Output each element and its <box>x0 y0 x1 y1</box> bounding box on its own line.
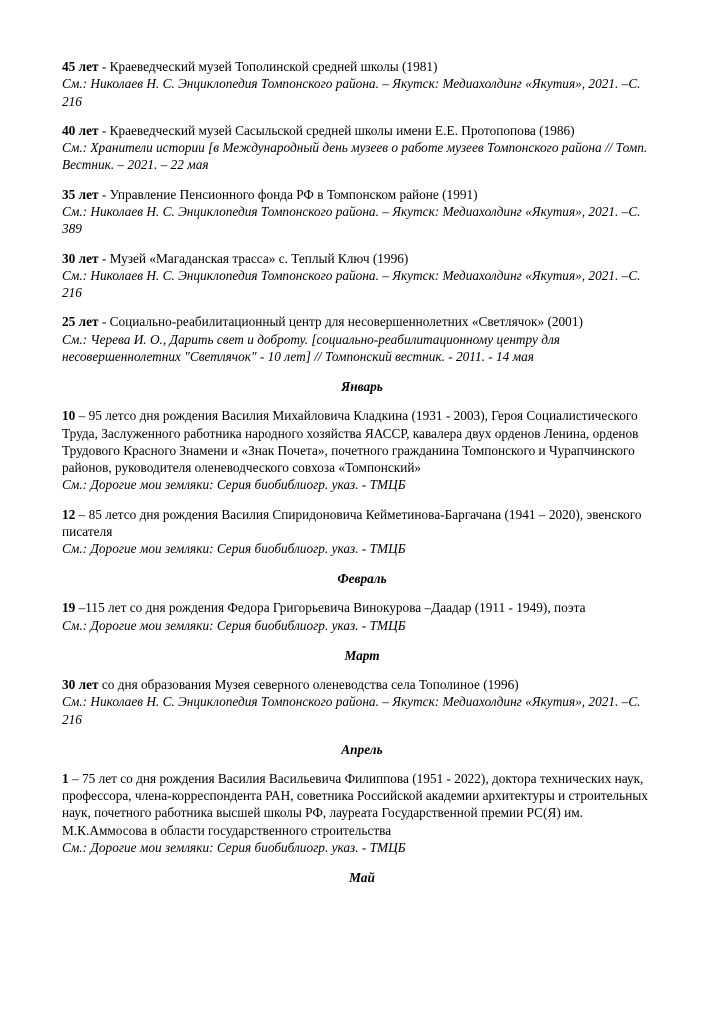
entry-heading-text: - Краеведческий музей Тополинской средней школы (1981) <box>98 59 438 74</box>
entry-heading-text: со дня образования Музея северного оленеводства села Тополиное (1996) <box>98 677 519 693</box>
entry-anniversary-label: 19 <box>62 600 76 616</box>
anniversary-entry <box>62 58 662 110</box>
anniversary-entry <box>62 407 662 493</box>
entry-heading-text: - Социально-реабилитационный центр для несовершеннолетних «Светлячок» (2001) <box>98 314 583 330</box>
entry-anniversary-label: 30 лет <box>62 250 99 266</box>
entry-source: См.: Николаев Н. С. Энциклопедия Томпонского района. – Якутск: Медиахолдинг «Якутия», 2021. –С. 216 <box>62 694 641 727</box>
entry-heading <box>62 313 662 330</box>
entry-heading <box>62 770 662 839</box>
entry-anniversary-label: 10 <box>62 408 76 424</box>
anniversary-entry <box>62 186 662 238</box>
entry-anniversary-label: 25 лет <box>62 314 99 330</box>
entry-heading <box>62 250 662 267</box>
anniversary-entry <box>62 506 662 558</box>
anniversary-entry <box>62 770 662 856</box>
entry-heading-text: - Музей «Магаданская трасса» с. Теплый Ключ (1996) <box>98 250 409 266</box>
entry-source: См.: Дорогие мои земляки: Серия биобиблиогр. указ. - ТМЦБ <box>62 617 406 633</box>
anniversary-entry <box>62 313 662 365</box>
entry-heading <box>62 407 662 476</box>
month-heading: Февраль <box>337 571 387 587</box>
entry-anniversary-label: 40 лет <box>62 122 99 138</box>
entry-source: См.: Николаев Н. С. Энциклопедия Томпонского района. – Якутск: Медиахолдинг «Якутия», 2021. –С. 216 <box>62 267 641 301</box>
entry-heading-text: - Краеведческий музей Сасыльской средней школы имени Е.Е. Протопопова (1986) <box>98 122 575 138</box>
entry-heading-text: – 85 летсо дня рождения Василия Спиридоновича Кейметинова-Баргачана (1941 – 2020), эвенского писателя <box>62 506 642 539</box>
anniversary-entry <box>62 599 662 634</box>
entry-source: См.: Черева И. О., Дарить свет и доброту. [социально-реабилитационному центру для несовершеннолетних "Светлячок" - 10 лет] // Томпонский вестник. - 2011. - 14 мая <box>62 331 560 364</box>
entry-heading-text: - Управление Пенсионного фонда РФ в Томпонском районе (1991) <box>98 186 478 202</box>
month-heading: Март <box>344 648 380 664</box>
entry-source: См.: Николаев Н. С. Энциклопедия Томпонского района. – Якутск: Медиахолдинг «Якутия», 2021. –С. 389 <box>62 203 641 237</box>
anniversary-entry <box>62 122 662 174</box>
month-heading: Январь <box>341 379 383 395</box>
entry-heading <box>62 186 662 203</box>
document-body <box>62 58 662 886</box>
entry-heading-text: – 75 лет со дня рождения Василия Васильевича Филиппова (1951 - 2022), доктора технических наук, профессора, члена-корреспондента РАН, советника Российской академии архитектуры и строительных наук, почетного работника высшей школы РФ, лауреата Государственной премии РС(Я) им. М.К.Аммосова в области государственного строительства <box>62 770 648 838</box>
entry-source: См.: Дорогие мои земляки: Серия биобиблиогр. указ. - ТМЦБ <box>62 541 406 557</box>
anniversary-entry <box>62 250 662 302</box>
entry-heading <box>62 122 662 139</box>
entry-anniversary-label: 35 лет <box>62 186 99 202</box>
entry-source: См.: Дорогие мои земляки: Серия биобиблиогр. указ. - ТМЦБ <box>62 840 406 855</box>
anniversary-entry <box>62 676 662 728</box>
entry-heading <box>62 599 662 616</box>
entry-heading-text: – 95 летсо дня рождения Василия Михайловича Кладкина (1931 - 2003), Героя Социалистического Труда, Заслуженного работника народного хозяйства ЯАССР, кавалера двух орденов Ленина, орденов Трудового Красного Знамени и «Знак Почета», почетного гражданина Томпонского и Чурапчинского районов, руководителя оленеводческого совхоза «Томпонский» <box>62 408 639 476</box>
entry-source: См.: Дорогие мои земляки: Серия биобиблиогр. указ. - ТМЦБ <box>62 477 406 493</box>
entry-anniversary-label: 30 лет <box>62 677 99 693</box>
month-heading: Апрель <box>341 741 383 757</box>
month-heading: Май <box>349 870 375 886</box>
entry-source: См.: Николаев Н. С. Энциклопедия Томпонского района. – Якутск: Медиахолдинг «Якутия», 2021. –С. 216 <box>62 76 641 109</box>
entry-source: См.: Хранители истории [в Международный день музеев о работе музеев Томпонского района // Томп. Вестник. – 2021. – 22 мая <box>62 140 648 173</box>
entry-heading <box>62 506 662 541</box>
entry-anniversary-label: 12 <box>62 506 76 522</box>
entry-heading <box>62 676 662 693</box>
entry-heading-text: –115 лет со дня рождения Федора Григорьевича Винокурова –Даадар (1911 - 1949), поэта <box>75 600 586 616</box>
entry-anniversary-label: 1 <box>62 770 69 786</box>
entry-anniversary-label: 45 лет <box>62 59 99 74</box>
entry-heading <box>62 58 662 75</box>
